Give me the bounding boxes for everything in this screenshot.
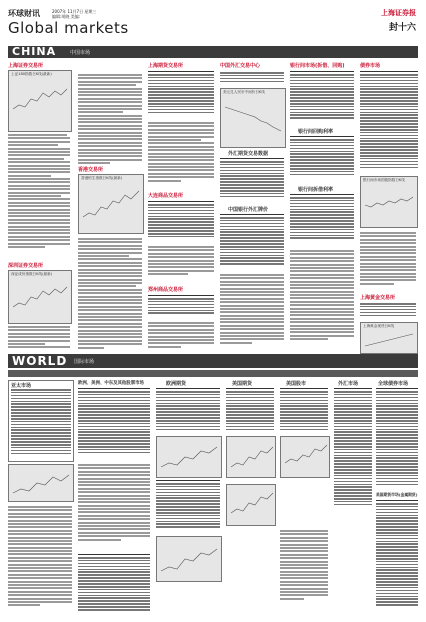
dce-table [148, 201, 214, 244]
world-col-5 [280, 380, 330, 616]
chibor-title: 银行间拆借利率 [298, 187, 334, 193]
bond-index-chart [360, 176, 418, 228]
world-col-3 [156, 380, 222, 616]
china-col-4 [220, 62, 286, 352]
china-sub: 中国市场 [70, 50, 91, 56]
page-label: 封十六 [388, 23, 416, 33]
metals-table [376, 500, 418, 615]
gold-chart-plot [361, 330, 417, 352]
bond-table [360, 71, 418, 174]
usdcny-chart-plot [221, 97, 285, 145]
dce-title: 大连商品交易所 [148, 193, 184, 199]
world-col-7 [376, 380, 418, 616]
eu-chart-plot [157, 437, 221, 477]
shfe-text [148, 122, 214, 188]
asia-chart [8, 464, 74, 502]
szse-title: 深圳证券交易所 [8, 263, 44, 269]
us-chart-plot [227, 437, 275, 477]
szse-chart [8, 270, 72, 324]
eu-chart [156, 436, 222, 478]
bond-text [360, 232, 416, 292]
interbank-title: 银行间市场(拆借、回购) [290, 63, 345, 69]
hsi-chart-title: 香港恒生指数日K线(最新) [81, 176, 123, 180]
world-col-6 [334, 380, 374, 616]
hk-text-top [78, 74, 142, 174]
section-title-en: Global markets [8, 19, 129, 37]
cfets-text [220, 274, 284, 352]
us-chart [226, 436, 276, 478]
chibor-table [290, 194, 354, 247]
world-label: WORLD [12, 354, 68, 368]
sse-chart [8, 70, 72, 132]
eu-futures-table-2 [156, 480, 220, 533]
asia-text [8, 506, 72, 616]
asia-pacific-box [8, 380, 74, 462]
bond-chart-title: 银行间市场国债指数日K线 [363, 178, 405, 182]
eu-chart-2-plot [157, 537, 221, 581]
world-sub: 国际市场 [74, 359, 95, 365]
fx-title: 外汇市场 [338, 381, 359, 387]
hk-text [78, 238, 142, 352]
world-col-4 [226, 380, 276, 616]
us-chart-2 [226, 484, 276, 526]
fx-futures-table [220, 158, 284, 203]
czce-text [148, 322, 214, 352]
china-col-5 [290, 62, 356, 352]
czce-title: 郑州商品交易所 [148, 287, 184, 293]
world-header-strip [8, 370, 418, 377]
us-stocks-table [280, 388, 328, 435]
sse-title: 上海证券交易所 [8, 63, 44, 69]
sge-table [360, 302, 416, 321]
us-stocks-chart [280, 436, 330, 478]
shfe-title: 上海期货交易所 [148, 63, 184, 69]
sge-title: 上海黄金交易所 [360, 295, 396, 301]
us-stocks-title: 美国股市 [286, 381, 307, 387]
china-label: CHINA [12, 45, 57, 58]
asia-pacific-table [11, 389, 71, 459]
eu-chart-2 [156, 536, 222, 582]
boc-rates-title: 中国银行外汇牌价 [228, 207, 269, 213]
interbank-table [290, 71, 354, 126]
china-col-2 [78, 62, 144, 352]
szse-chart-plot [9, 279, 71, 321]
emea-text [78, 464, 150, 550]
repo-title: 银行间回购利率 [298, 129, 334, 135]
interbank-text [290, 250, 354, 352]
world-col-1 [8, 380, 74, 616]
usdcny-chart-title: 美元兑人民币中间价日K线 [223, 90, 265, 94]
bond-chart-plot [361, 185, 417, 225]
emea-table-2 [78, 554, 150, 617]
china-col-1 [8, 62, 72, 352]
sse-text [8, 134, 70, 260]
sse-chart-plot [9, 79, 71, 129]
emea-table [78, 388, 150, 461]
cfets-table [220, 71, 284, 86]
boc-rates-table [220, 214, 284, 271]
masthead [8, 6, 418, 46]
hsi-chart-plot [79, 183, 143, 231]
czce-table [148, 295, 214, 320]
us-futures-title: 美国期货 [232, 381, 253, 387]
asia-pacific-title: 亚太市场 [11, 383, 32, 389]
china-band [8, 46, 418, 58]
usdcny-chart [220, 88, 286, 148]
dce-text [148, 246, 214, 282]
fx-table [334, 388, 372, 511]
bonds-title: 全球债券市场 [378, 381, 409, 387]
date-line: 2007年 11月7日 星期三 [52, 9, 97, 14]
gold-chart-title: 上海黄金现货日K线 [363, 324, 395, 328]
editors-line: 编辑:胡晓 美编: [52, 14, 80, 19]
sse-chart-title: 上证180指数日K线(最新) [11, 72, 52, 76]
paper-name: 上海证券报 [381, 9, 416, 17]
section-title-cn: 环球财讯 [8, 9, 40, 18]
gold-chart [360, 322, 418, 354]
hkex-title: 香港交易所 [78, 167, 104, 173]
world-col-2 [78, 380, 152, 616]
us-stocks-text [280, 530, 328, 614]
szse-chart-title: 深证成份指数日K线(最新) [11, 272, 53, 276]
us-stocks-chart-plot [281, 437, 329, 477]
shfe-table [148, 71, 214, 120]
metals-title: 美国期货市场(金属期货) [376, 492, 418, 497]
repo-table [290, 136, 354, 183]
world-band [8, 354, 418, 368]
us-chart-2-plot [227, 485, 275, 525]
china-col-3 [148, 62, 216, 352]
eu-futures-table [156, 388, 220, 435]
szse-text [8, 326, 70, 352]
us-futures-table [226, 388, 274, 435]
hsi-chart [78, 174, 144, 234]
fx-futures-title: 外汇期货交易数据 [228, 151, 269, 157]
cfets-title: 中国外汇交易中心 [220, 63, 261, 69]
bond-title: 债券市场 [360, 63, 381, 69]
eu-futures-title: 欧洲期货 [166, 381, 187, 387]
china-col-6 [360, 62, 418, 352]
asia-chart-plot [9, 465, 73, 501]
bonds-table [376, 388, 418, 491]
emea-title: 欧洲、美洲、中东及其他股票市场 [78, 381, 144, 386]
